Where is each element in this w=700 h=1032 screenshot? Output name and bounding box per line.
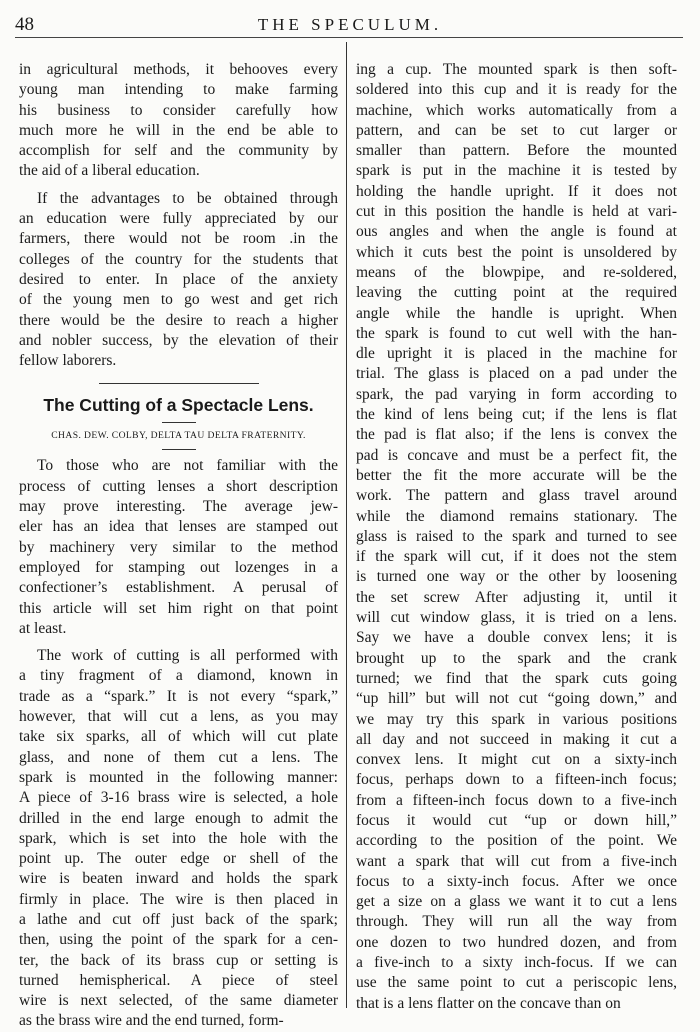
text-line: spark, which is set into the hole with the <box>19 829 338 847</box>
text-line: glass is raised to the spark and turned to see <box>356 527 677 545</box>
text-line: employed for stamping out lozenges in a <box>19 558 338 576</box>
text-line: as the brass wire and the end turned, form- <box>19 1012 284 1030</box>
text-line: To those who are not familiar with the <box>37 457 338 475</box>
article-title: The Cutting of a Spectacle Lens. <box>43 395 314 416</box>
text-line: machine, which works automatically from a <box>356 101 677 119</box>
text-line: smaller than pattern. Before the mounted <box>356 142 677 160</box>
text-line: the kind of lens being cut; if the lens is flat <box>356 406 677 424</box>
text-line: eler has an idea that lenses are stamped out <box>19 518 338 536</box>
text-line: If the advantages to be obtained through <box>37 189 338 207</box>
text-line: his business to consider carefully how <box>19 101 338 119</box>
section-divider <box>99 383 259 384</box>
text-line: cut in this position the handle is held at vari- <box>356 203 677 221</box>
text-line: the pad is flat also; if the lens is convex the <box>356 426 677 444</box>
text-line: by machinery very similar to the method <box>19 538 338 556</box>
text-line: spark is put in the machine it is tested by <box>356 162 677 180</box>
text-line: there would be the desire to reach a higher <box>19 311 338 329</box>
text-line: Say we have a double convex lens; it is <box>356 629 677 647</box>
text-line: and nobler success, by the elevation of their <box>19 331 338 349</box>
left-column <box>19 60 338 1032</box>
text-line: take six sparks, all of which will cut plate <box>19 728 338 746</box>
text-line: through. They will run all the way from <box>356 913 677 931</box>
text-line: wire is next selected, of the same diameter <box>19 992 338 1010</box>
text-line: means of the blowpipe, and re-soldered, <box>356 263 677 281</box>
text-line: point up. The outer edge or shell of the <box>19 850 338 868</box>
text-line: confectioner’s establishment. A perusal of <box>19 579 338 597</box>
text-line: soldered into this cup and it is ready for the <box>356 81 677 99</box>
text-line: fellow laborers. <box>19 352 117 370</box>
byline: CHAS. DEW. COLBY, DELTA TAU DELTA FRATERNITY. <box>51 430 306 442</box>
text-line: may prove interesting. The average jew- <box>19 498 338 516</box>
text-line: a five-inch to a sixty inch-focus. If we can <box>356 954 677 972</box>
text-line: a lathe and cut off just back of the spark; <box>19 910 338 928</box>
text-line: desired to enter. In place of the anxiety <box>19 270 338 288</box>
page-header <box>0 0 700 46</box>
byline-rule <box>162 449 196 450</box>
text-line: a tiny fragment of a diamond, known in <box>19 667 338 685</box>
text-line: this article will set him right on that point <box>19 599 338 617</box>
text-line: A piece of 3-16 brass wire is selected, a hole <box>19 789 338 807</box>
text-line: better the fit the more accurate will be the <box>356 466 677 484</box>
text-line: accomplish for self and the community by <box>19 142 338 160</box>
text-line: use the same point to cut a periscopic lens, <box>356 974 677 992</box>
text-line: trial. The glass is placed on a pad under the <box>356 365 677 383</box>
text-line: according to the position of the point. We <box>356 832 677 850</box>
text-line: ter, the back of its brass cup or setting is <box>19 951 338 969</box>
page-number: 48 <box>15 14 34 35</box>
text-line: focus, perhaps down to a fifteen-inch focus; <box>356 771 677 789</box>
paragraph <box>19 60 338 182</box>
text-line: will cut window glass, it is tried on a lens. <box>356 609 677 627</box>
text-line: colleges of the country for the students that <box>19 250 338 268</box>
text-line: at least. <box>19 619 67 637</box>
text-line: glass, and none of them cut a lens. The <box>19 748 338 766</box>
paragraph <box>356 60 677 1014</box>
text-line: angle while the handle is upright. When <box>356 304 677 322</box>
text-line: if the spark will cut, if it does not the stem <box>356 548 677 566</box>
text-line: that is a lens flatter on the concave than on <box>356 994 621 1012</box>
text-line: drilled in the end large enough to admit the <box>19 809 338 827</box>
text-line: an education were fully appreciated by our <box>19 210 338 228</box>
text-line: we may try this spark in various positions <box>356 710 677 728</box>
text-line: pattern, and can be set to cut larger or <box>356 121 677 139</box>
text-line: get a size on a glass we want it to cut a lens <box>356 893 677 911</box>
text-line: the set screw After adjusting it, until it <box>356 588 677 606</box>
text-line: all day and not succeed in making it cut a <box>356 730 677 748</box>
text-line: spark is mounted in the following manner: <box>19 768 338 786</box>
text-line: leaving the cutting point at the required <box>356 284 677 302</box>
text-line: work. The pattern and glass travel around <box>356 487 677 505</box>
text-line: is turned one way or the other by loosening <box>356 568 677 586</box>
text-line: much more he will in the end be able to <box>19 121 338 139</box>
text-line: want a spark that will cut from a five-inch <box>356 852 677 870</box>
text-line: in agricultural methods, it behooves every <box>19 61 338 78</box>
text-line: focus it would cut “up or down hill,” <box>356 811 677 829</box>
text-line: one dozen to two hundred dozen, and from <box>356 933 677 951</box>
text-line: from a fifteen-inch focus down to a five-inch <box>356 791 677 809</box>
paragraph <box>19 189 338 372</box>
text-line: which it cuts best the point is unsoldered by <box>356 243 677 261</box>
text-line: firmly in place. The wire is then placed in <box>19 890 338 908</box>
text-line: dle upright it is placed in the machine for <box>356 345 677 363</box>
text-line: holding the handle upright. If it does not <box>356 182 677 200</box>
text-line: farmers, there would not be room .in the <box>19 230 338 248</box>
running-title: THE SPECULUM. <box>257 15 443 34</box>
text-line: ous angles and when the angle is found at <box>356 223 677 241</box>
text-line: spark, the pad varying in form according to <box>356 385 677 403</box>
column-divider <box>346 42 347 1008</box>
text-line: trade as a “spark.” It is not every “spark,” <box>19 687 338 705</box>
text-line: pad is concave and must be a perfect fit, the <box>356 446 677 464</box>
header-rule <box>15 37 683 38</box>
text-line: while the diamond remains stationary. The <box>356 507 677 525</box>
text-line: wire is beaten inward and holds the spark <box>19 870 338 888</box>
text-line: young man intending to make farming <box>19 81 338 99</box>
text-line: focus to a sixty-inch focus. After we once <box>356 872 677 890</box>
right-column <box>356 60 677 1014</box>
text-line: The work of cutting is all performed with <box>37 647 338 665</box>
text-line: however, that will cut a lens, as you may <box>19 708 338 726</box>
paragraph <box>19 456 338 639</box>
text-line: the spark is found to cut well with the han- <box>356 324 677 342</box>
text-line: brought up to the spark and the crank <box>356 649 677 667</box>
text-line: turned; we find that the spark cuts going <box>356 669 677 687</box>
text-line: convex lens. It might cut on a sixty-inch <box>356 751 677 769</box>
paragraph <box>19 646 338 1032</box>
text-line: then, using the point of the spark for a cen- <box>19 931 338 949</box>
text-line: the aid of a liberal education. <box>19 162 200 180</box>
text-line: “up hill” but will not cut “going down,” and <box>356 690 677 708</box>
text-line: of the young men to go west and get rich <box>19 291 338 309</box>
text-line: process of cutting lenses a short description <box>19 477 338 495</box>
text-line: ing a cup. The mounted spark is then soft- <box>356 61 677 78</box>
title-rule <box>162 422 196 423</box>
text-line: turned hemispherical. A piece of steel <box>19 971 338 989</box>
